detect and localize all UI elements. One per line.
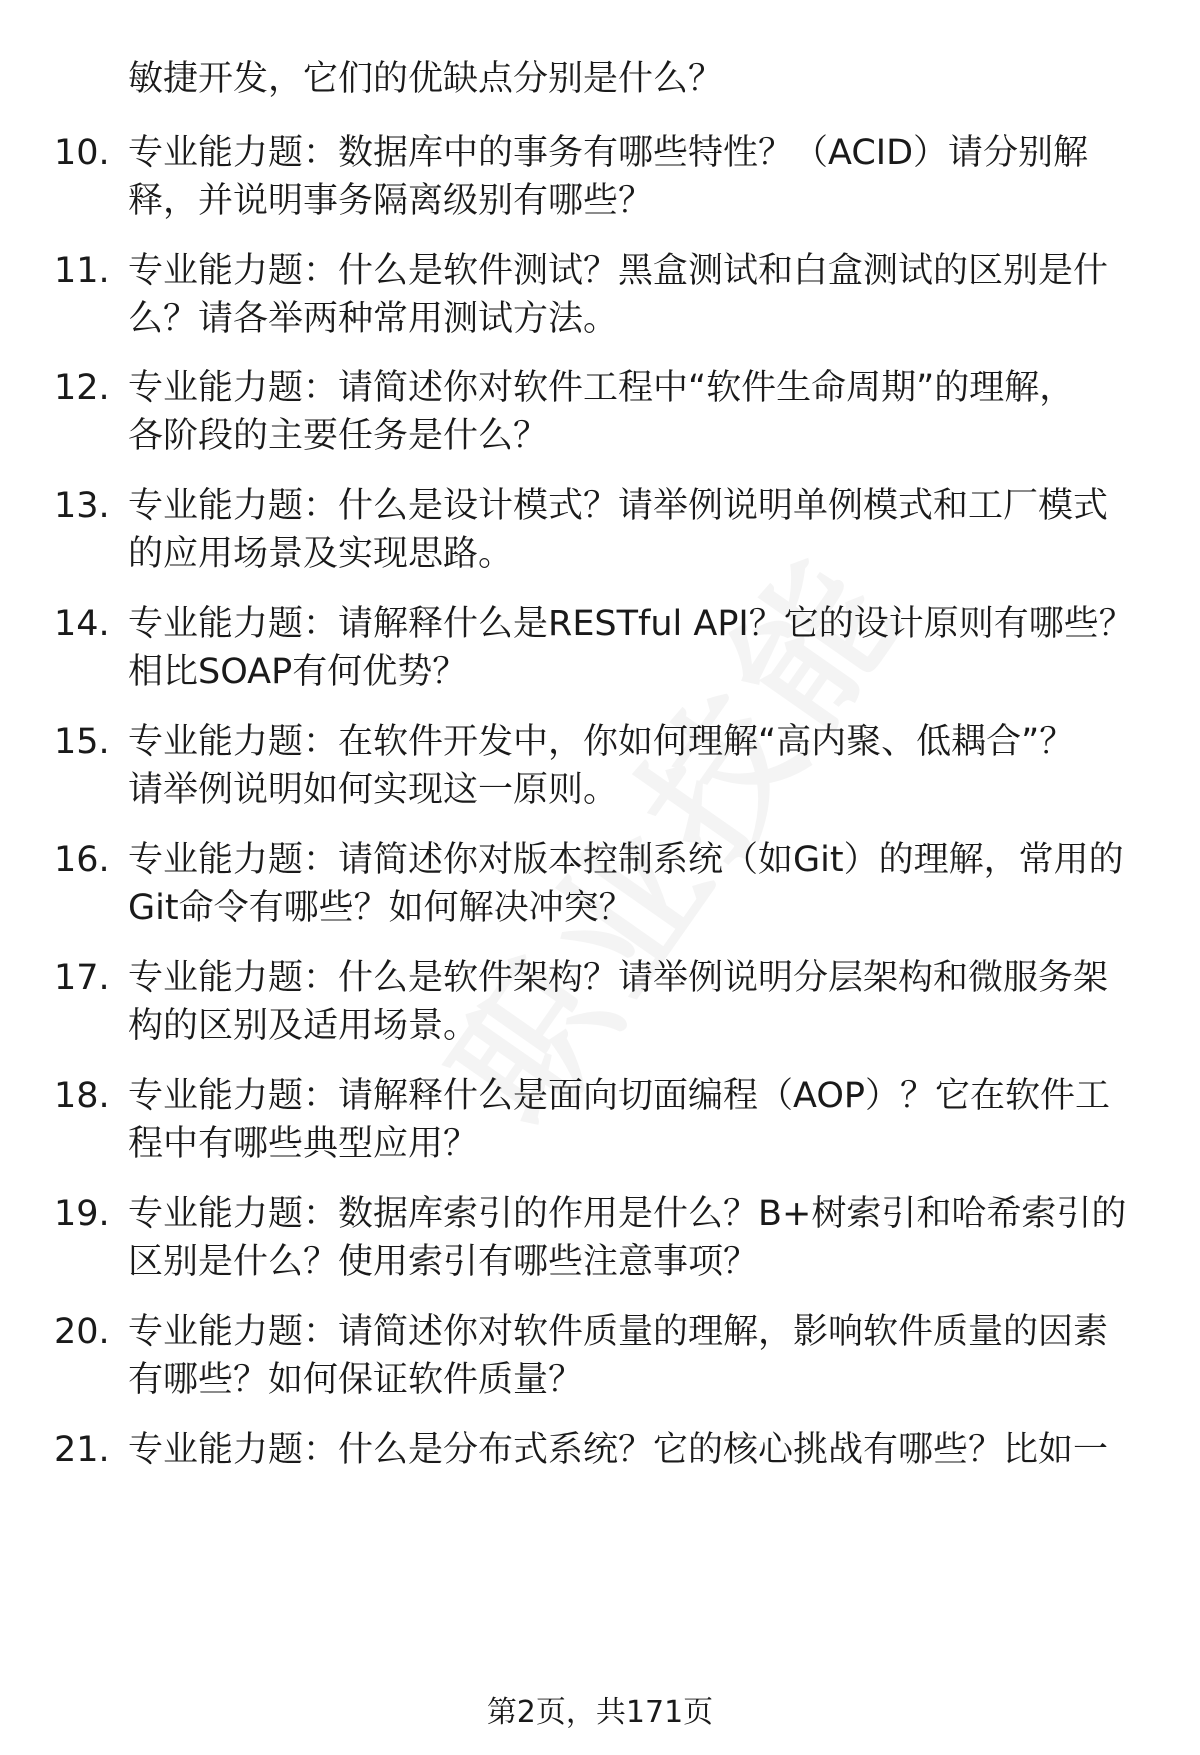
- question-number: 13.: [54, 486, 110, 526]
- question-text-line1: 专业能力题：在软件开发中，你如何理解“高内聚、低耦合”？: [128, 722, 1075, 762]
- question-text-line1: 专业能力题：什么是软件测试？黑盒测试和白盒测试的区别是什: [128, 251, 1109, 291]
- question-text-line2: 的应用场景及实现思路。: [128, 534, 514, 574]
- question-text-line2: 么？请各举两种常用测试方法。: [128, 299, 619, 339]
- question-number: 18.: [54, 1076, 110, 1116]
- question-number: 15.: [54, 722, 110, 762]
- question-text-line1: 专业能力题：什么是设计模式？请举例说明单例模式和工厂模式: [128, 486, 1109, 526]
- question-number: 20.: [54, 1312, 110, 1352]
- question-text-line2: 构的区别及适用场景。: [128, 1006, 479, 1046]
- question-text-line1: 专业能力题：什么是分布式系统？它的核心挑战有哪些？比如一: [128, 1430, 1109, 1470]
- question-number: 11.: [54, 251, 110, 291]
- question-text-line1: 专业能力题：请简述你对版本控制系统（如Git）的理解，常用的: [128, 840, 1124, 880]
- question-number: 16.: [54, 840, 110, 880]
- question-text-line1: 专业能力题：请简述你对软件工程中“软件生命周期”的理解，: [128, 368, 1075, 408]
- question-text-line2: 有哪些？如何保证软件质量？: [128, 1360, 584, 1400]
- question-number: 17.: [54, 958, 110, 998]
- question-text-line2: 相比SOAP有何优势？: [128, 652, 468, 692]
- question-number: 14.: [54, 604, 110, 644]
- question-text-line1: 专业能力题：数据库索引的作用是什么？B+树索引和哈希索引的: [128, 1194, 1127, 1234]
- page-footer: 第2页，共171页: [486, 1695, 714, 1730]
- question-text-line2: Git命令有哪些？如何解决冲突？: [128, 888, 634, 928]
- question-number: 21.: [54, 1430, 110, 1470]
- question-number: 19.: [54, 1194, 110, 1234]
- question-text-line1: 专业能力题：数据库中的事务有哪些特性？（ACID）请分别解: [128, 133, 1089, 173]
- question-text-line2: 程中有哪些典型应用？: [128, 1124, 479, 1164]
- question-text-line2: 各阶段的主要任务是什么？: [128, 416, 549, 456]
- question-text-line1: 专业能力题：请解释什么是RESTful API？它的设计原则有哪些？: [128, 604, 1134, 644]
- question-text-line1: 专业能力题：什么是软件架构？请举例说明分层架构和微服务架: [128, 958, 1109, 998]
- continued-question-text: 敏捷开发，它们的优缺点分别是什么？: [128, 59, 724, 99]
- question-text-line1: 专业能力题：请解释什么是面向切面编程（AOP）？它在软件工: [128, 1076, 1110, 1116]
- question-number: 10.: [54, 133, 110, 173]
- question-number: 12.: [54, 368, 110, 408]
- question-text-line1: 专业能力题：请简述你对软件质量的理解，影响软件质量的因素: [128, 1312, 1109, 1352]
- question-text-line2: 请举例说明如何实现这一原则。: [128, 770, 619, 810]
- question-text-line2: 区别是什么？使用索引有哪些注意事项？: [128, 1242, 759, 1282]
- question-text-line2: 释，并说明事务隔离级别有哪些？: [128, 181, 654, 221]
